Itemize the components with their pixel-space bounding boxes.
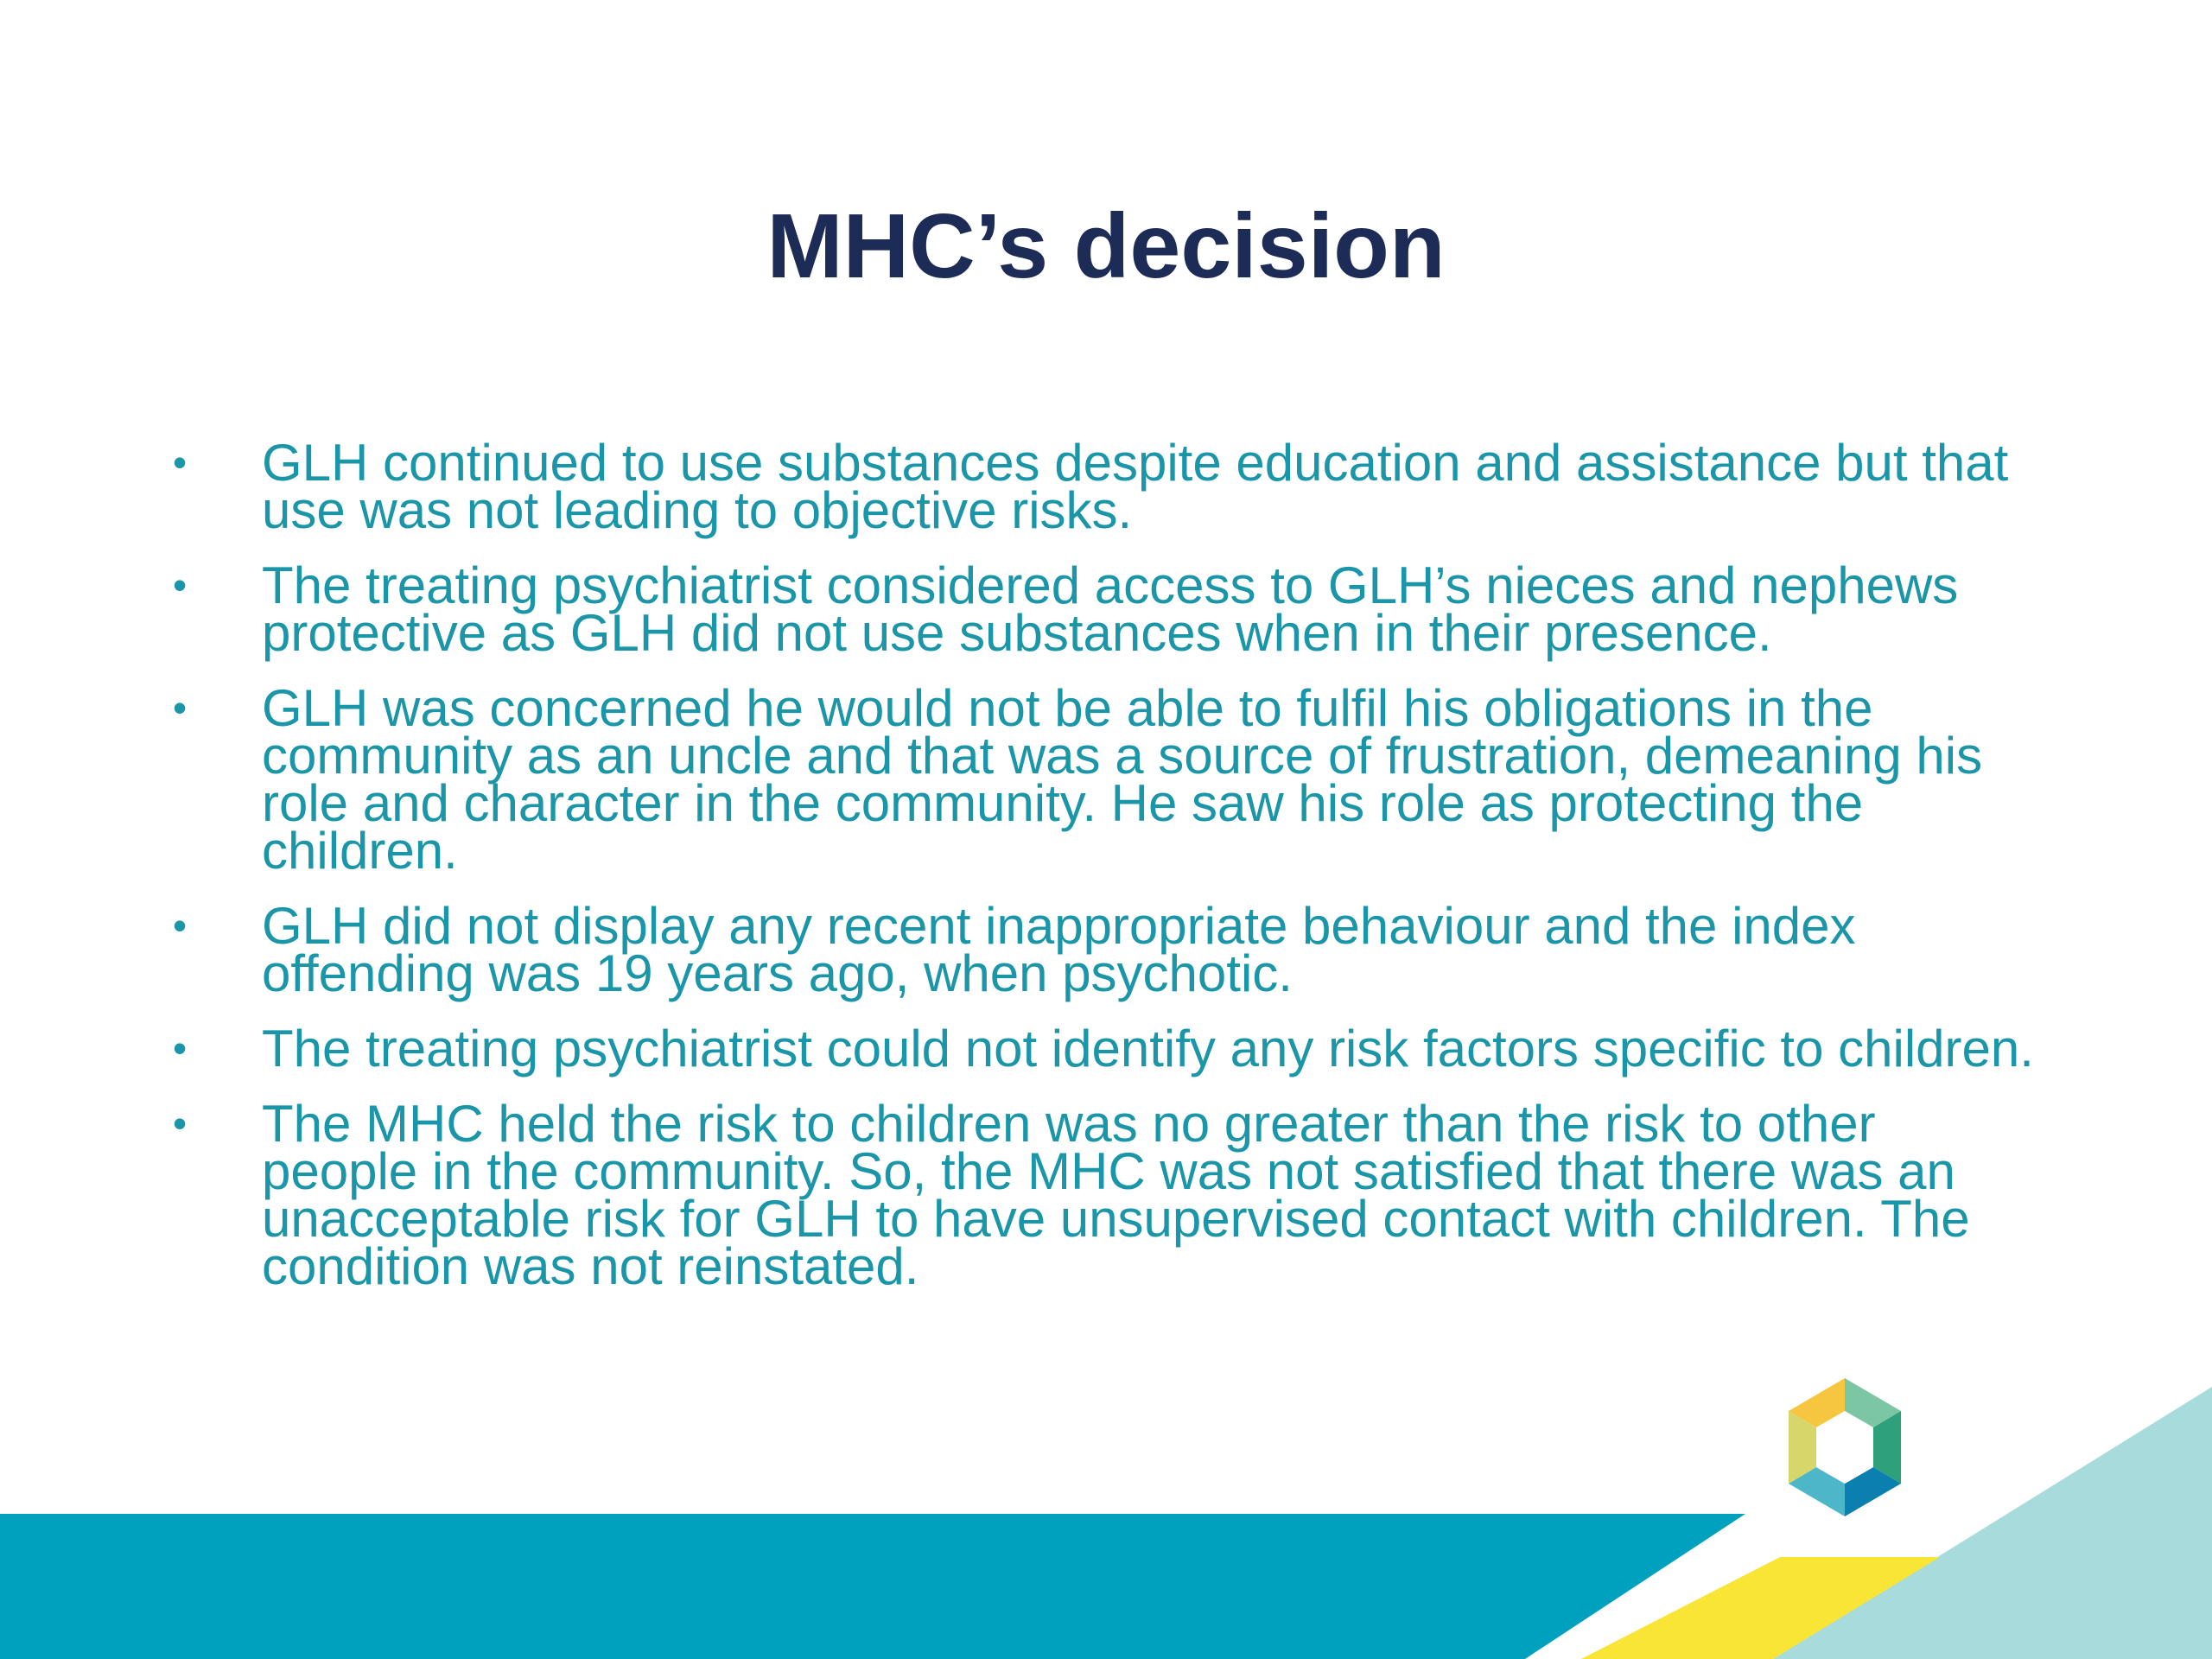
list-item (0, 556, 2042, 662)
bullet-marker: • (173, 903, 188, 948)
bullet-text: GLH continued to use substances despite education and assistance but that use was not leading to objective risks. (262, 434, 2009, 539)
hexagon-ring-logo-icon (1780, 1374, 1910, 1521)
bullet-list (0, 434, 2212, 1318)
bullet-text: GLH was concerned he would not be able to fulfil his obligations in the community as an uncle and that was a source of frustration, demeaning his role and character in the community. He saw his role as protecting the children. (262, 679, 1983, 880)
list-item (0, 434, 2042, 539)
list-item (0, 897, 2042, 1002)
list-item (0, 679, 2042, 880)
slide-title: MHC’s decision (766, 195, 1446, 297)
bullet-marker: • (173, 563, 188, 607)
bullet-marker: • (173, 1101, 188, 1146)
bullet-text: The MHC held the risk to children was no greater than the risk to other people in the community. So, the MHC was not satisfied that there was an unacceptable risk for GLH to have unsupervised contact with children. The condition was not reinstated. (262, 1095, 1970, 1295)
list-item (0, 1020, 2042, 1077)
bullet-text: The treating psychiatrist could not identify any risk factors specific to children. (262, 1020, 2034, 1077)
bullet-marker: • (173, 440, 188, 485)
bullet-text: The treating psychiatrist considered access to GLH’s nieces and nephews protective as GLH did not use substances when in their presence. (262, 556, 1959, 662)
list-item (0, 1095, 2042, 1295)
bullet-text: GLH did not display any recent inappropriate behaviour and the index offending was 19 years ago, when psychotic. (262, 897, 1856, 1002)
bullet-marker: • (173, 1026, 188, 1071)
bullet-marker: • (173, 685, 188, 730)
teal-band (0, 1514, 1745, 1659)
